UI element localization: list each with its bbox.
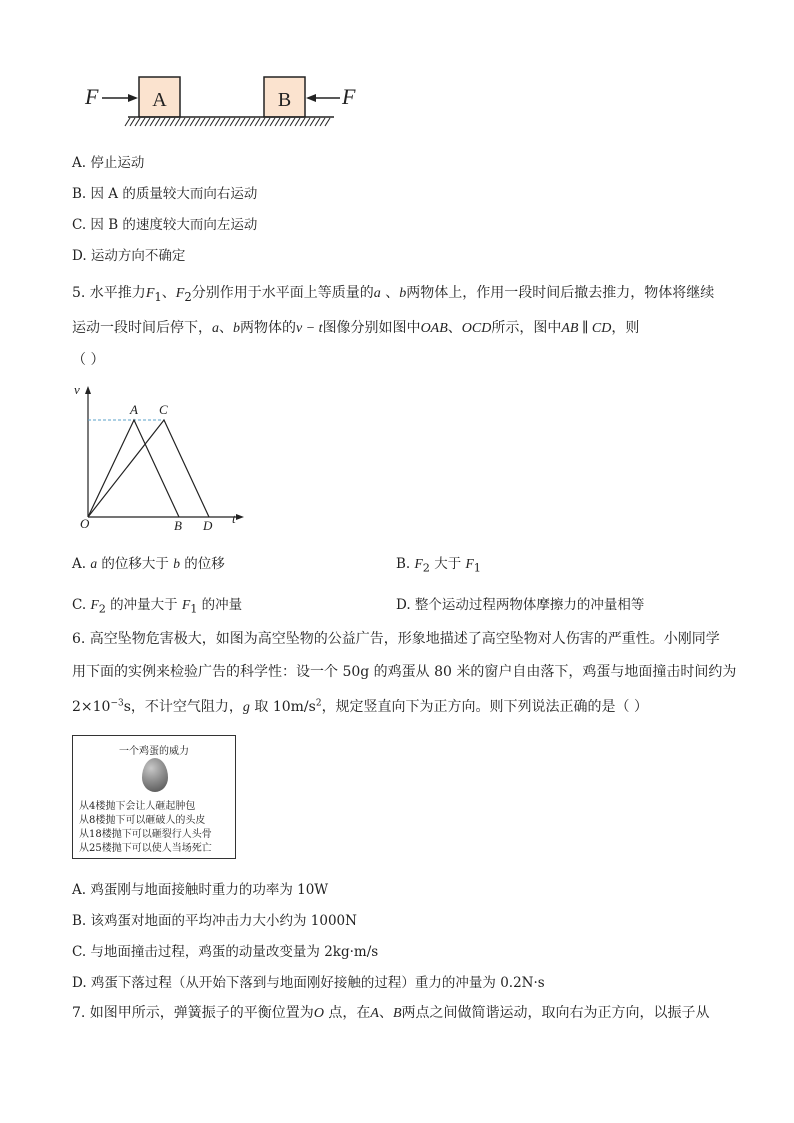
c-label: C xyxy=(159,402,168,417)
poster-line: 从25楼抛下可以使人当场死亡 xyxy=(79,843,212,854)
q5-stem-line2: 运动一段时间后停下，a、b两物体的v − t图像分别如图中OAB、OCD所示，图中AB ∥ CD，则 xyxy=(72,320,640,336)
q6-stem-line2: 用下面的实例来检验广告的科学性：设一个 50g 的鸡蛋从 80 米的窗户自由落下，鸡蛋与地面撞击时间约为 xyxy=(72,664,737,680)
poster-line: 从18楼抛下可以砸裂行人头骨 xyxy=(79,829,212,840)
q6-stem-line1: 6. 高空坠物危害极大，如图为高空坠物的公益广告，形象地描述了高空坠物对人伤害的严重性。小刚同学 xyxy=(72,631,720,647)
blocks-figure xyxy=(80,70,370,132)
poster-title: 一个鸡蛋的威力 xyxy=(119,746,189,757)
q5-option-a[interactable]: A. a 的位移大于 b 的位移 xyxy=(72,556,225,572)
q6-option-a[interactable]: A. 鸡蛋刚与地面接触时重力的功率为 10W xyxy=(72,882,329,898)
t-label: t xyxy=(232,511,236,526)
right-force-label: F xyxy=(342,84,356,109)
d-label: D xyxy=(203,518,213,530)
line-ocd xyxy=(88,420,209,517)
q6-option-b[interactable]: B. 该鸡蛋对地面的平均冲击力大小约为 1000N xyxy=(72,913,357,929)
q5-answer-bracket: （ ） xyxy=(72,352,105,368)
q4-option-a[interactable]: A. 停止运动 xyxy=(72,155,145,171)
q5-option-c[interactable]: C. $F_2$ 的冲量大于 $F_1$ 的冲量 xyxy=(72,597,243,616)
o-label: O xyxy=(80,516,90,530)
v-label: v xyxy=(74,382,80,397)
b-label: B xyxy=(174,518,182,530)
ground-hatching xyxy=(125,118,330,126)
q6-option-c[interactable]: C. 与地面撞击过程，鸡蛋的动量改变量为 2kg·m/s xyxy=(72,944,379,960)
poster-line: 从8楼抛下可以砸破人的头皮 xyxy=(79,815,206,826)
q7-stem-line1: 7. 如图甲所示，弹簧振子的平衡位置为O 点，在A、B两点之间做简谐运动，取向右为正方向，以振子从 xyxy=(72,1005,710,1021)
q5-option-d[interactable]: D. 整个运动过程两物体摩擦力的冲量相等 xyxy=(396,597,645,613)
left-force-label: F xyxy=(85,84,99,109)
q6-stem-line3: $2\times 10^{-3}s$，不计空气阻力，g 取 $10m/s^2$，规定竖直向下为正方向。则下列说法正确的是（ ） xyxy=(72,698,649,715)
q6-option-d[interactable]: D. 鸡蛋下落过程（从开始下落到与地面刚好接触的过程）重力的冲量为 0.2N·s xyxy=(72,975,545,991)
egg-image xyxy=(142,758,168,792)
line-oab xyxy=(88,420,179,517)
q4-option-c[interactable]: C. 因 B 的速度较大而向左运动 xyxy=(72,217,258,233)
q5-stem-line1: 5. 水平推力$F_1$、$F_2$分别作用于水平面上等质量的a 、b两物体上，作用一段时间后撤去推力，物体将继续 xyxy=(72,285,715,304)
poster-line: 从4楼抛下会让人砸起肿包 xyxy=(79,801,196,812)
block-a-label: A xyxy=(152,89,167,111)
vt-graph xyxy=(70,380,250,530)
block-b-label: B xyxy=(277,89,292,111)
a-label: A xyxy=(130,402,138,417)
q5-option-b[interactable]: B. $F_2$ 大于 $F_1$ xyxy=(396,556,481,575)
q4-option-d[interactable]: D. 运动方向不确定 xyxy=(72,248,186,264)
q4-option-b[interactable]: B. 因 A 的质量较大而向右运动 xyxy=(72,186,258,202)
egg-poster xyxy=(72,735,236,859)
